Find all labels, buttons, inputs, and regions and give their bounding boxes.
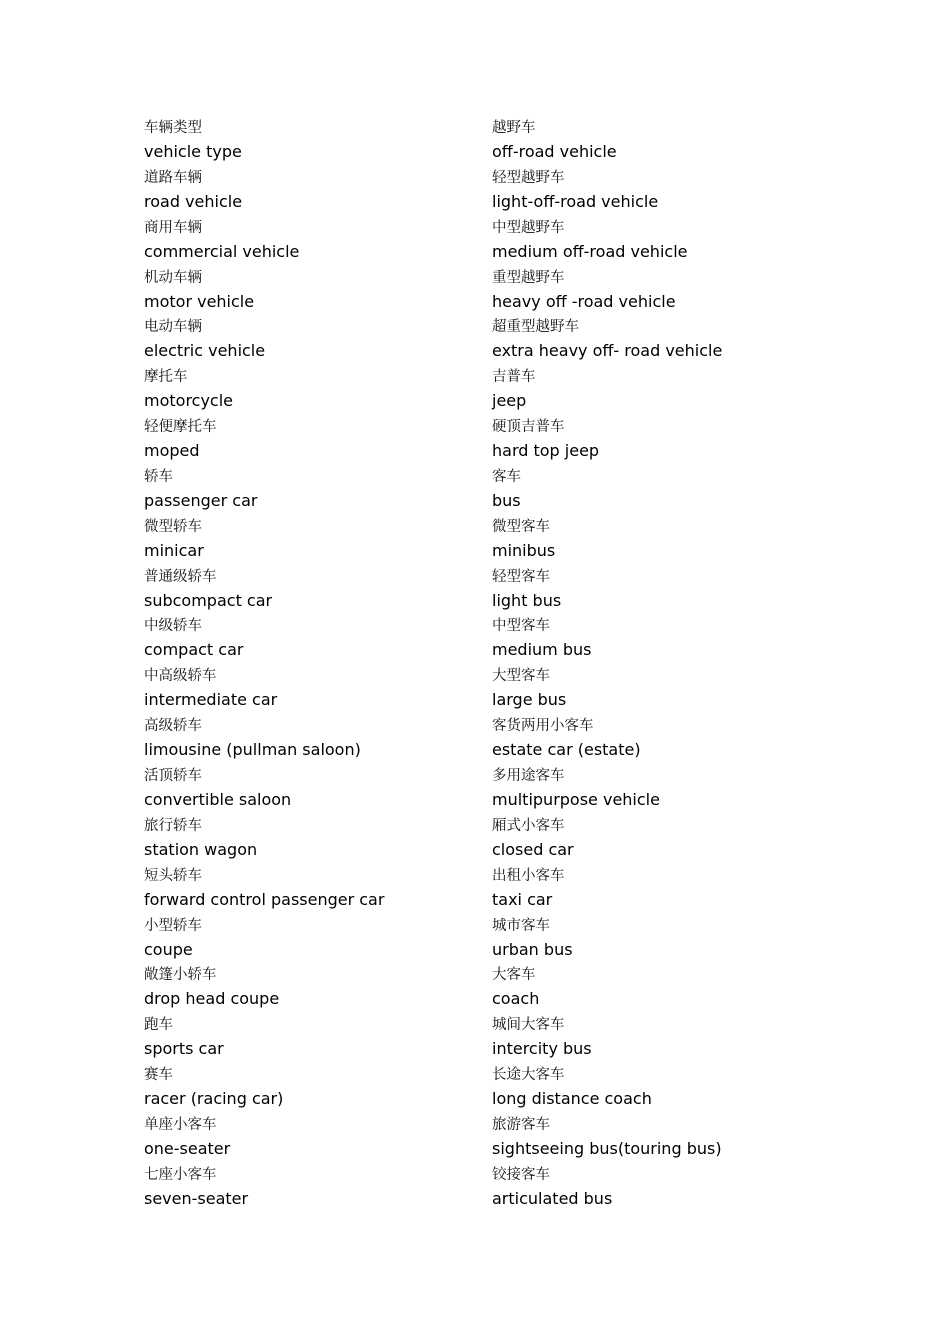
vocabulary-entry [144,1163,484,1213]
english-term: motorcycle [144,391,234,411]
vocabulary-entry [492,116,912,166]
chinese-term: 活顶轿车 [144,767,202,784]
chinese-term: 客货两用小客车 [492,718,594,735]
chinese-term: 单座小客车 [144,1116,217,1133]
chinese-term: 机动车辆 [144,269,202,286]
english-term: sports car [144,1039,224,1059]
english-term: electric vehicle [144,341,266,361]
english-term: estate car (estate) [492,740,641,760]
vocabulary-entry [492,914,912,964]
vocabulary-entry [492,465,912,515]
vocabulary-entry [492,614,912,664]
vocabulary-entry [144,914,484,964]
chinese-term: 小型轿车 [144,917,202,934]
vocabulary-entry [144,116,484,166]
vocabulary-entry [492,963,912,1013]
chinese-term: 轻型越野车 [492,169,565,186]
vocabulary-entry [144,166,484,216]
chinese-term: 敞篷小轿车 [144,967,217,984]
chinese-term: 中级轿车 [144,618,202,635]
vocabulary-entry [492,365,912,415]
english-term: minicar [144,540,204,560]
chinese-term: 铰接客车 [492,1166,550,1183]
chinese-term: 中高级轿车 [144,668,217,685]
chinese-term: 吉普车 [492,369,536,386]
english-term: medium bus [492,640,592,660]
chinese-term: 微型客车 [492,518,550,535]
chinese-term: 道路车辆 [144,169,202,186]
vocabulary-entry [492,664,912,714]
vocabulary-entry [144,415,484,465]
english-term: multipurpose vehicle [492,789,660,809]
vocabulary-entry [144,963,484,1013]
chinese-term: 轻便摩托车 [144,419,217,436]
english-term: one-seater [144,1138,231,1158]
chinese-term: 厢式小客车 [492,817,565,834]
chinese-term: 硬顶吉普车 [492,419,565,436]
english-term: racer (racing car) [144,1089,284,1109]
vocabulary-entry [144,216,484,266]
english-term: intercity bus [492,1039,592,1059]
chinese-term: 轻型客车 [492,568,550,585]
english-term: articulated bus [492,1188,613,1208]
english-term: closed car [492,839,574,859]
english-term: light-off-road vehicle [492,191,659,211]
english-term: seven-seater [144,1188,249,1208]
vocabulary-entry [144,614,484,664]
english-term: coach [492,989,540,1009]
vocabulary-entry [492,764,912,814]
chinese-term: 大型客车 [492,668,550,685]
english-term: light bus [492,590,562,610]
chinese-term: 重型越野车 [492,269,565,286]
vocabulary-entry [492,814,912,864]
chinese-term: 长途大客车 [492,1067,565,1084]
english-term: subcompact car [144,590,273,610]
chinese-term: 七座小客车 [144,1166,217,1183]
english-term: taxi car [492,889,553,909]
english-term: limousine (pullman saloon) [144,740,361,760]
vocabulary-entry [492,315,912,365]
chinese-term: 客车 [492,468,521,485]
english-term: commercial vehicle [144,241,300,261]
english-term: minibus [492,540,556,560]
chinese-term: 旅游客车 [492,1116,550,1133]
chinese-term: 轿车 [144,468,173,485]
vocabulary-entry [144,515,484,565]
english-term: heavy off -road vehicle [492,291,676,311]
vocabulary-entry [144,664,484,714]
english-term: coupe [144,939,193,959]
vocabulary-entry [144,266,484,316]
english-term: vehicle type [144,142,242,161]
chinese-term: 中型客车 [492,618,550,635]
vocabulary-entry [144,764,484,814]
vocabulary-entry [492,166,912,216]
chinese-term: 城间大客车 [492,1017,565,1034]
vocabulary-entry [492,1113,912,1163]
english-term: long distance coach [492,1089,652,1109]
chinese-term: 短头轿车 [144,867,202,884]
vocabulary-entry [144,814,484,864]
chinese-term: 多用途客车 [492,767,565,784]
vocabulary-entry [492,565,912,615]
vocabulary-entry [144,465,484,515]
chinese-term: 电动车辆 [144,319,202,336]
vocabulary-entry [144,315,484,365]
vocabulary-entry [492,515,912,565]
vocabulary-entry [492,1163,912,1213]
english-term: urban bus [492,939,573,959]
vocabulary-entry [144,714,484,764]
chinese-term: 车辆类型 [144,120,202,136]
english-term: off-road vehicle [492,142,617,161]
vocabulary-entry [492,415,912,465]
english-term: extra heavy off- road vehicle [492,341,723,361]
english-term: motor vehicle [144,291,255,311]
vocabulary-entry [144,1113,484,1163]
left-vocabulary-column [144,116,484,1213]
vocabulary-entry [492,1063,912,1113]
chinese-term: 大客车 [492,967,536,984]
chinese-term: 高级轿车 [144,718,202,735]
chinese-term: 越野车 [492,120,536,136]
chinese-term: 赛车 [144,1067,173,1084]
vocabulary-entry [144,565,484,615]
chinese-term: 出租小客车 [492,867,565,884]
chinese-term: 摩托车 [144,369,188,386]
vocabulary-entry [144,1063,484,1113]
english-term: convertible saloon [144,789,292,809]
english-term: forward control passenger car [144,889,385,909]
english-term: large bus [492,690,567,710]
chinese-term: 超重型越野车 [492,319,579,336]
english-term: sightseeing bus(touring bus) [492,1138,722,1158]
vocabulary-entry [144,864,484,914]
right-vocabulary-column [492,116,912,1213]
vocabulary-entry [492,266,912,316]
english-term: hard top jeep [492,441,600,461]
chinese-term: 微型轿车 [144,518,202,535]
english-term: intermediate car [144,690,278,710]
english-term: passenger car [144,490,258,510]
chinese-term: 旅行轿车 [144,817,202,834]
english-term: moped [144,441,200,461]
english-term: compact car [144,640,244,660]
vocabulary-entry [492,864,912,914]
english-term: road vehicle [144,191,243,211]
vocabulary-entry [492,714,912,764]
english-term: jeep [492,391,527,411]
english-term: drop head coupe [144,989,280,1009]
vocabulary-entry [492,1013,912,1063]
chinese-term: 普通级轿车 [144,568,217,585]
vocabulary-entry [144,365,484,415]
chinese-term: 跑车 [144,1017,173,1034]
vocabulary-entry [492,216,912,266]
english-term: medium off-road vehicle [492,241,688,261]
chinese-term: 中型越野车 [492,219,565,236]
english-term: bus [492,490,521,510]
english-term: station wagon [144,839,258,859]
chinese-term: 城市客车 [492,917,550,934]
vocabulary-entry [144,1013,484,1063]
chinese-term: 商用车辆 [144,219,202,236]
